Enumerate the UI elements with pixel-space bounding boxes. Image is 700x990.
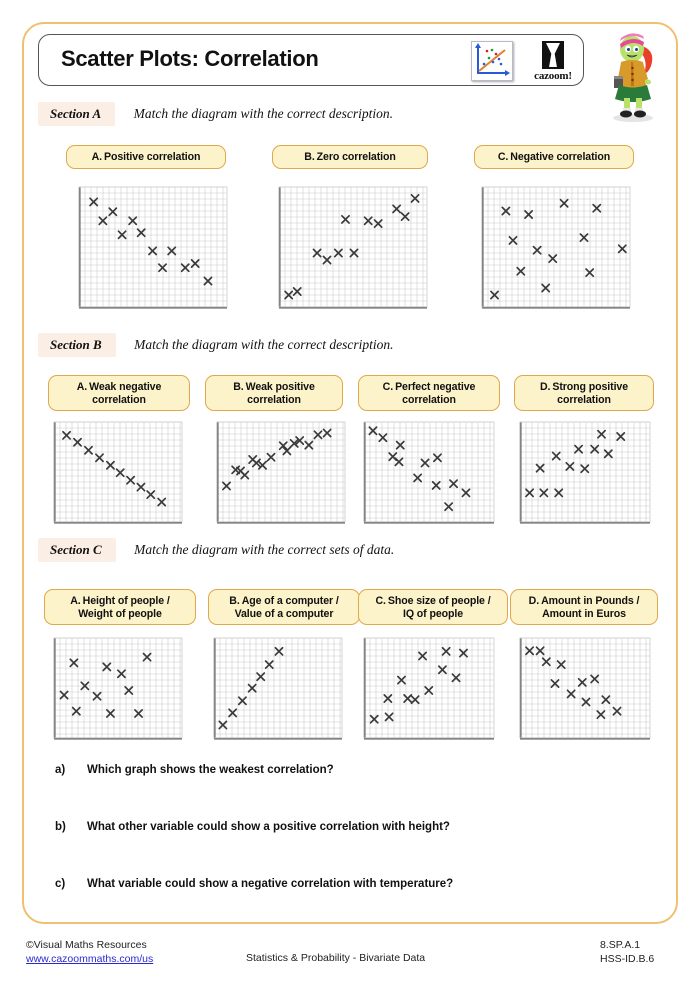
section-b-tag: Section B xyxy=(38,333,116,357)
option-letter: A. xyxy=(70,595,81,607)
footer-standards-block xyxy=(600,938,654,966)
scatter-graph-c4 xyxy=(518,637,652,741)
question-emphasis: negative xyxy=(241,878,288,890)
option-label: Perfect negative xyxy=(395,381,476,393)
worksheet-header xyxy=(38,34,608,86)
scatter-graph-b4 xyxy=(518,421,652,525)
option-d-pounds-euros[interactable] xyxy=(510,589,658,625)
worksheet-footer xyxy=(0,938,700,986)
footer-url-link[interactable]: www.cazoommaths.com/us xyxy=(26,953,154,965)
question-emphasis: positive xyxy=(272,821,317,833)
option-letter: C. xyxy=(375,595,386,607)
option-a-height-weight[interactable] xyxy=(44,589,196,625)
option-label-line2: Weight of people xyxy=(78,608,162,620)
section-b-header xyxy=(38,333,618,357)
option-letter: D. xyxy=(539,381,551,393)
option-label-line2: correlation xyxy=(247,394,301,406)
footer-copyright: ©Visual Maths Resources xyxy=(26,939,147,951)
option-letter: B. xyxy=(233,381,244,393)
option-label: Shoe size of people / xyxy=(387,595,491,607)
option-label: Positive correlation xyxy=(104,151,201,163)
option-label-line2: correlation xyxy=(402,394,456,406)
cazoom-logo xyxy=(529,41,577,83)
question-text-post: correlation with height? xyxy=(316,821,450,833)
question-letter: c) xyxy=(55,878,66,890)
section-c-header xyxy=(38,538,618,562)
option-label-line2: correlation xyxy=(557,394,611,406)
section-c-tag: Section C xyxy=(38,538,116,562)
option-label: Weak positive xyxy=(245,381,315,393)
section-a-tag: Section A xyxy=(38,102,115,126)
scatter-graph-c2 xyxy=(212,637,344,741)
scatter-graph-b2 xyxy=(215,421,347,525)
question-c xyxy=(55,878,453,890)
footer-standard-1: 8.SP.A.1 xyxy=(600,939,641,951)
section-a-description: Match the diagram with the correct description. xyxy=(133,106,393,121)
logo-group xyxy=(471,41,579,83)
question-text-pre: What variable could show a xyxy=(87,878,242,890)
option-letter: C. xyxy=(382,381,394,393)
question-letter: b) xyxy=(55,821,66,833)
option-label: Weak negative xyxy=(89,381,162,393)
section-c-description: Match the diagram with the correct sets of data. xyxy=(134,542,395,557)
question-text-post: correlation with temperature? xyxy=(287,878,454,890)
option-label-line2: Amount in Euros xyxy=(542,608,626,620)
option-letter: A. xyxy=(91,151,103,163)
scatter-graph-b1 xyxy=(52,421,184,525)
option-d-strong-positive[interactable] xyxy=(514,375,654,411)
question-a xyxy=(55,764,334,776)
scatter-graph-a2 xyxy=(277,186,429,310)
option-label-line2: IQ of people xyxy=(402,608,463,620)
scatter-graph-a1 xyxy=(77,186,229,310)
scatter-plot-icon xyxy=(471,41,513,81)
option-label: Negative correlation xyxy=(510,151,611,163)
scatter-graph-a3 xyxy=(480,186,632,310)
question-text-pre: What other variable could show a xyxy=(87,821,273,833)
section-b-description: Match the diagram with the correct description. xyxy=(134,337,394,352)
question-b xyxy=(55,821,450,833)
option-letter: D. xyxy=(528,595,540,607)
option-label: Age of a computer / xyxy=(241,595,339,607)
cazoom-mark-icon xyxy=(542,41,564,69)
option-label: Height of people / xyxy=(82,595,170,607)
section-a-header xyxy=(38,102,618,126)
footer-copyright-block xyxy=(26,938,153,966)
scatter-graph-c1 xyxy=(52,637,184,741)
option-letter: B. xyxy=(304,151,315,163)
scatter-graph-b3 xyxy=(362,421,496,525)
option-letter: A. xyxy=(76,381,88,393)
option-label: Strong positive xyxy=(552,381,628,393)
question-text: Which graph shows the weakest correlation? xyxy=(87,764,334,776)
scatter-graph-c3 xyxy=(362,637,496,741)
cazoom-brand-text: cazoom! xyxy=(534,70,572,82)
option-a-weak-negative[interactable] xyxy=(48,375,190,411)
title-box xyxy=(38,34,584,86)
option-letter: B. xyxy=(229,595,240,607)
option-c-shoe-size-iq[interactable] xyxy=(358,589,508,625)
option-label: Zero correlation xyxy=(316,151,396,163)
option-c-negative-correlation[interactable] xyxy=(474,145,634,169)
question-letter: a) xyxy=(55,764,66,776)
option-label-line2: Value of a computer xyxy=(234,608,334,620)
footer-standard-2: HSS-ID.B.6 xyxy=(600,953,655,965)
page-title: Scatter Plots: Correlation xyxy=(61,46,319,71)
option-a-positive-correlation[interactable] xyxy=(66,145,226,169)
option-b-zero-correlation[interactable] xyxy=(272,145,428,169)
option-label-line2: correlation xyxy=(92,394,146,406)
option-b-age-value-computer[interactable] xyxy=(208,589,360,625)
option-c-perfect-negative[interactable] xyxy=(358,375,500,411)
option-b-weak-positive[interactable] xyxy=(205,375,343,411)
option-letter: C. xyxy=(497,151,509,163)
footer-topic: Statistics & Probability - Bivariate Data xyxy=(246,952,426,964)
option-label: Amount in Pounds / xyxy=(541,595,640,607)
